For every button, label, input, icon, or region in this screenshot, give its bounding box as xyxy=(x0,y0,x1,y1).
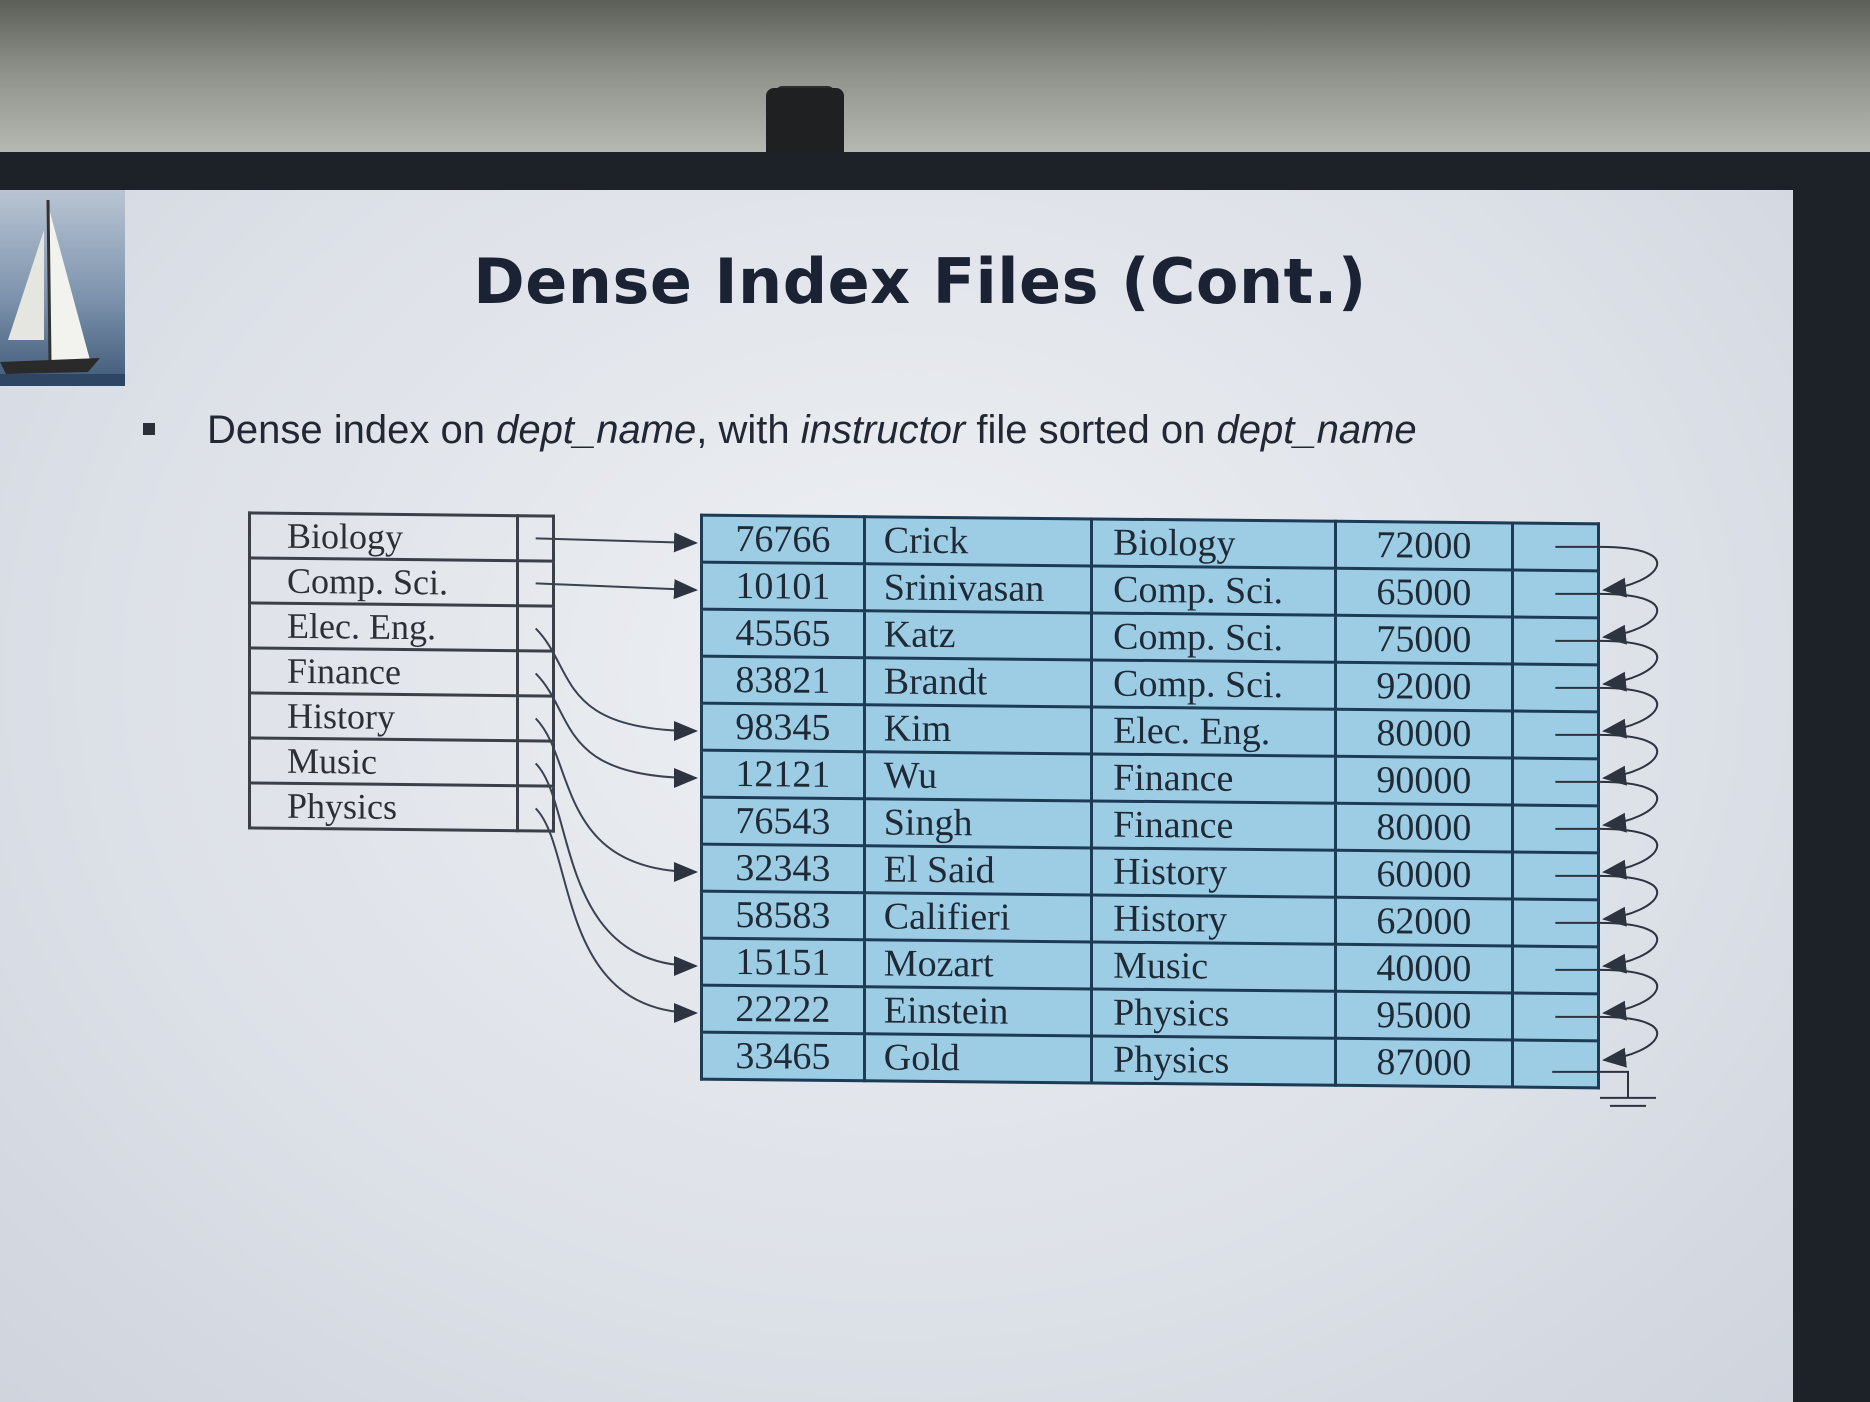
index-pointer-cell xyxy=(518,741,554,786)
index-pointer-cell xyxy=(518,786,554,831)
record-name: Califieri xyxy=(864,893,1091,942)
record-salary: 60000 xyxy=(1336,850,1513,899)
record-salary: 72000 xyxy=(1336,521,1513,570)
record-next-pointer-cell xyxy=(1512,664,1598,712)
index-key: Comp. Sci. xyxy=(250,558,518,606)
sailboat-icon xyxy=(0,190,125,386)
record-next-pointer-cell xyxy=(1512,711,1598,759)
record-name: Gold xyxy=(864,1034,1091,1083)
index-entry xyxy=(250,648,554,696)
record-next-pointer-cell xyxy=(1512,1040,1598,1088)
bullet-text-part: file sorted on xyxy=(965,408,1217,452)
record-dept: Elec. Eng. xyxy=(1092,707,1336,756)
instructor-file-table xyxy=(700,514,1600,1090)
bullet-text-part: Dense index on xyxy=(207,408,497,452)
record-dept: History xyxy=(1092,848,1336,897)
index-entry xyxy=(250,783,554,831)
record-dept: Biology xyxy=(1092,519,1336,568)
ceiling xyxy=(0,0,1870,160)
record-name: Srinivasan xyxy=(864,564,1091,613)
index-key: Music xyxy=(250,738,518,786)
record-salary: 95000 xyxy=(1336,991,1513,1040)
record-name: Crick xyxy=(864,517,1091,566)
record-salary: 90000 xyxy=(1336,756,1513,805)
index-pointer-cell xyxy=(518,561,554,606)
index-key: Finance xyxy=(250,648,518,696)
record-dept: Physics xyxy=(1092,989,1336,1038)
record-next-pointer-cell xyxy=(1512,993,1598,1041)
index-pointer-cell xyxy=(518,606,554,651)
record-next-pointer-cell xyxy=(1512,758,1598,806)
record-id: 33465 xyxy=(702,1032,865,1081)
record-dept: Comp. Sci. xyxy=(1092,660,1336,709)
record-next-pointer-cell xyxy=(1512,617,1598,665)
record-salary: 40000 xyxy=(1336,944,1513,993)
instructor-record xyxy=(702,609,1599,665)
record-name: Kim xyxy=(864,705,1091,754)
instructor-record xyxy=(702,703,1599,759)
record-dept: Physics xyxy=(1092,1036,1336,1085)
record-dept: Comp. Sci. xyxy=(1092,566,1336,615)
record-dept: Finance xyxy=(1092,754,1336,803)
record-name: El Said xyxy=(864,846,1091,895)
record-salary: 80000 xyxy=(1336,709,1513,758)
record-salary: 65000 xyxy=(1336,568,1513,617)
record-id: 76543 xyxy=(702,797,865,846)
record-next-pointer-cell xyxy=(1512,570,1598,618)
instructor-record xyxy=(702,985,1599,1041)
bullet-text-italic: dept_name xyxy=(496,408,697,452)
index-entry xyxy=(250,738,554,786)
instructor-record xyxy=(702,938,1599,994)
index-entry xyxy=(250,558,554,606)
record-id: 10101 xyxy=(702,562,865,611)
bullet-text-part: , with xyxy=(696,408,801,452)
record-salary: 80000 xyxy=(1336,803,1513,852)
record-id: 58583 xyxy=(702,891,865,940)
bullet-text-italic: dept_name xyxy=(1216,408,1417,452)
record-id: 98345 xyxy=(702,703,865,752)
index-pointer-cell xyxy=(518,516,554,561)
record-name: Brandt xyxy=(864,658,1091,707)
instructor-record xyxy=(702,844,1599,900)
record-name: Katz xyxy=(864,611,1091,660)
record-next-pointer-cell xyxy=(1512,805,1598,853)
instructor-record xyxy=(702,891,1599,947)
record-next-pointer-cell xyxy=(1512,523,1598,571)
record-dept: Music xyxy=(1092,942,1336,991)
record-name: Mozart xyxy=(864,940,1091,989)
record-id: 22222 xyxy=(702,985,865,1034)
instructor-record xyxy=(702,562,1599,618)
index-key: Elec. Eng. xyxy=(250,603,518,651)
record-next-pointer-cell xyxy=(1512,946,1598,994)
index-key: Physics xyxy=(250,783,518,831)
record-id: 76766 xyxy=(702,515,865,564)
index-key: Biology xyxy=(250,513,518,561)
record-id: 15151 xyxy=(702,938,865,987)
record-dept: Comp. Sci. xyxy=(1092,613,1336,662)
record-name: Wu xyxy=(864,752,1091,801)
instructor-record xyxy=(702,1032,1599,1088)
slide-title: Dense Index Files (Cont.) xyxy=(473,245,1367,318)
record-salary: 75000 xyxy=(1336,615,1513,664)
record-id: 32343 xyxy=(702,844,865,893)
record-next-pointer-cell xyxy=(1512,899,1598,947)
bullet-marker xyxy=(143,423,155,435)
record-name: Singh xyxy=(864,799,1091,848)
index-pointer-cell xyxy=(518,696,554,741)
record-salary: 87000 xyxy=(1336,1038,1513,1087)
record-next-pointer-cell xyxy=(1512,852,1598,900)
bullet-text-italic: instructor xyxy=(800,408,966,452)
index-entry xyxy=(250,693,554,741)
instructor-record xyxy=(702,656,1599,712)
record-name: Einstein xyxy=(864,987,1091,1036)
record-dept: History xyxy=(1092,895,1336,944)
record-dept: Finance xyxy=(1092,801,1336,850)
sailboat-logo xyxy=(0,190,125,386)
index-entry xyxy=(250,603,554,651)
instructor-record xyxy=(702,515,1599,571)
record-salary: 92000 xyxy=(1336,662,1513,711)
index-key: History xyxy=(250,693,518,741)
record-id: 83821 xyxy=(702,656,865,705)
record-id: 12121 xyxy=(702,750,865,799)
instructor-record xyxy=(702,797,1599,853)
dense-index-table xyxy=(248,511,555,832)
projector-mount xyxy=(766,88,844,156)
index-pointer-cell xyxy=(518,651,554,696)
record-salary: 62000 xyxy=(1336,897,1513,946)
record-id: 45565 xyxy=(702,609,865,658)
index-entry xyxy=(250,513,554,561)
instructor-record xyxy=(702,750,1599,806)
bullet-text xyxy=(207,408,1417,453)
